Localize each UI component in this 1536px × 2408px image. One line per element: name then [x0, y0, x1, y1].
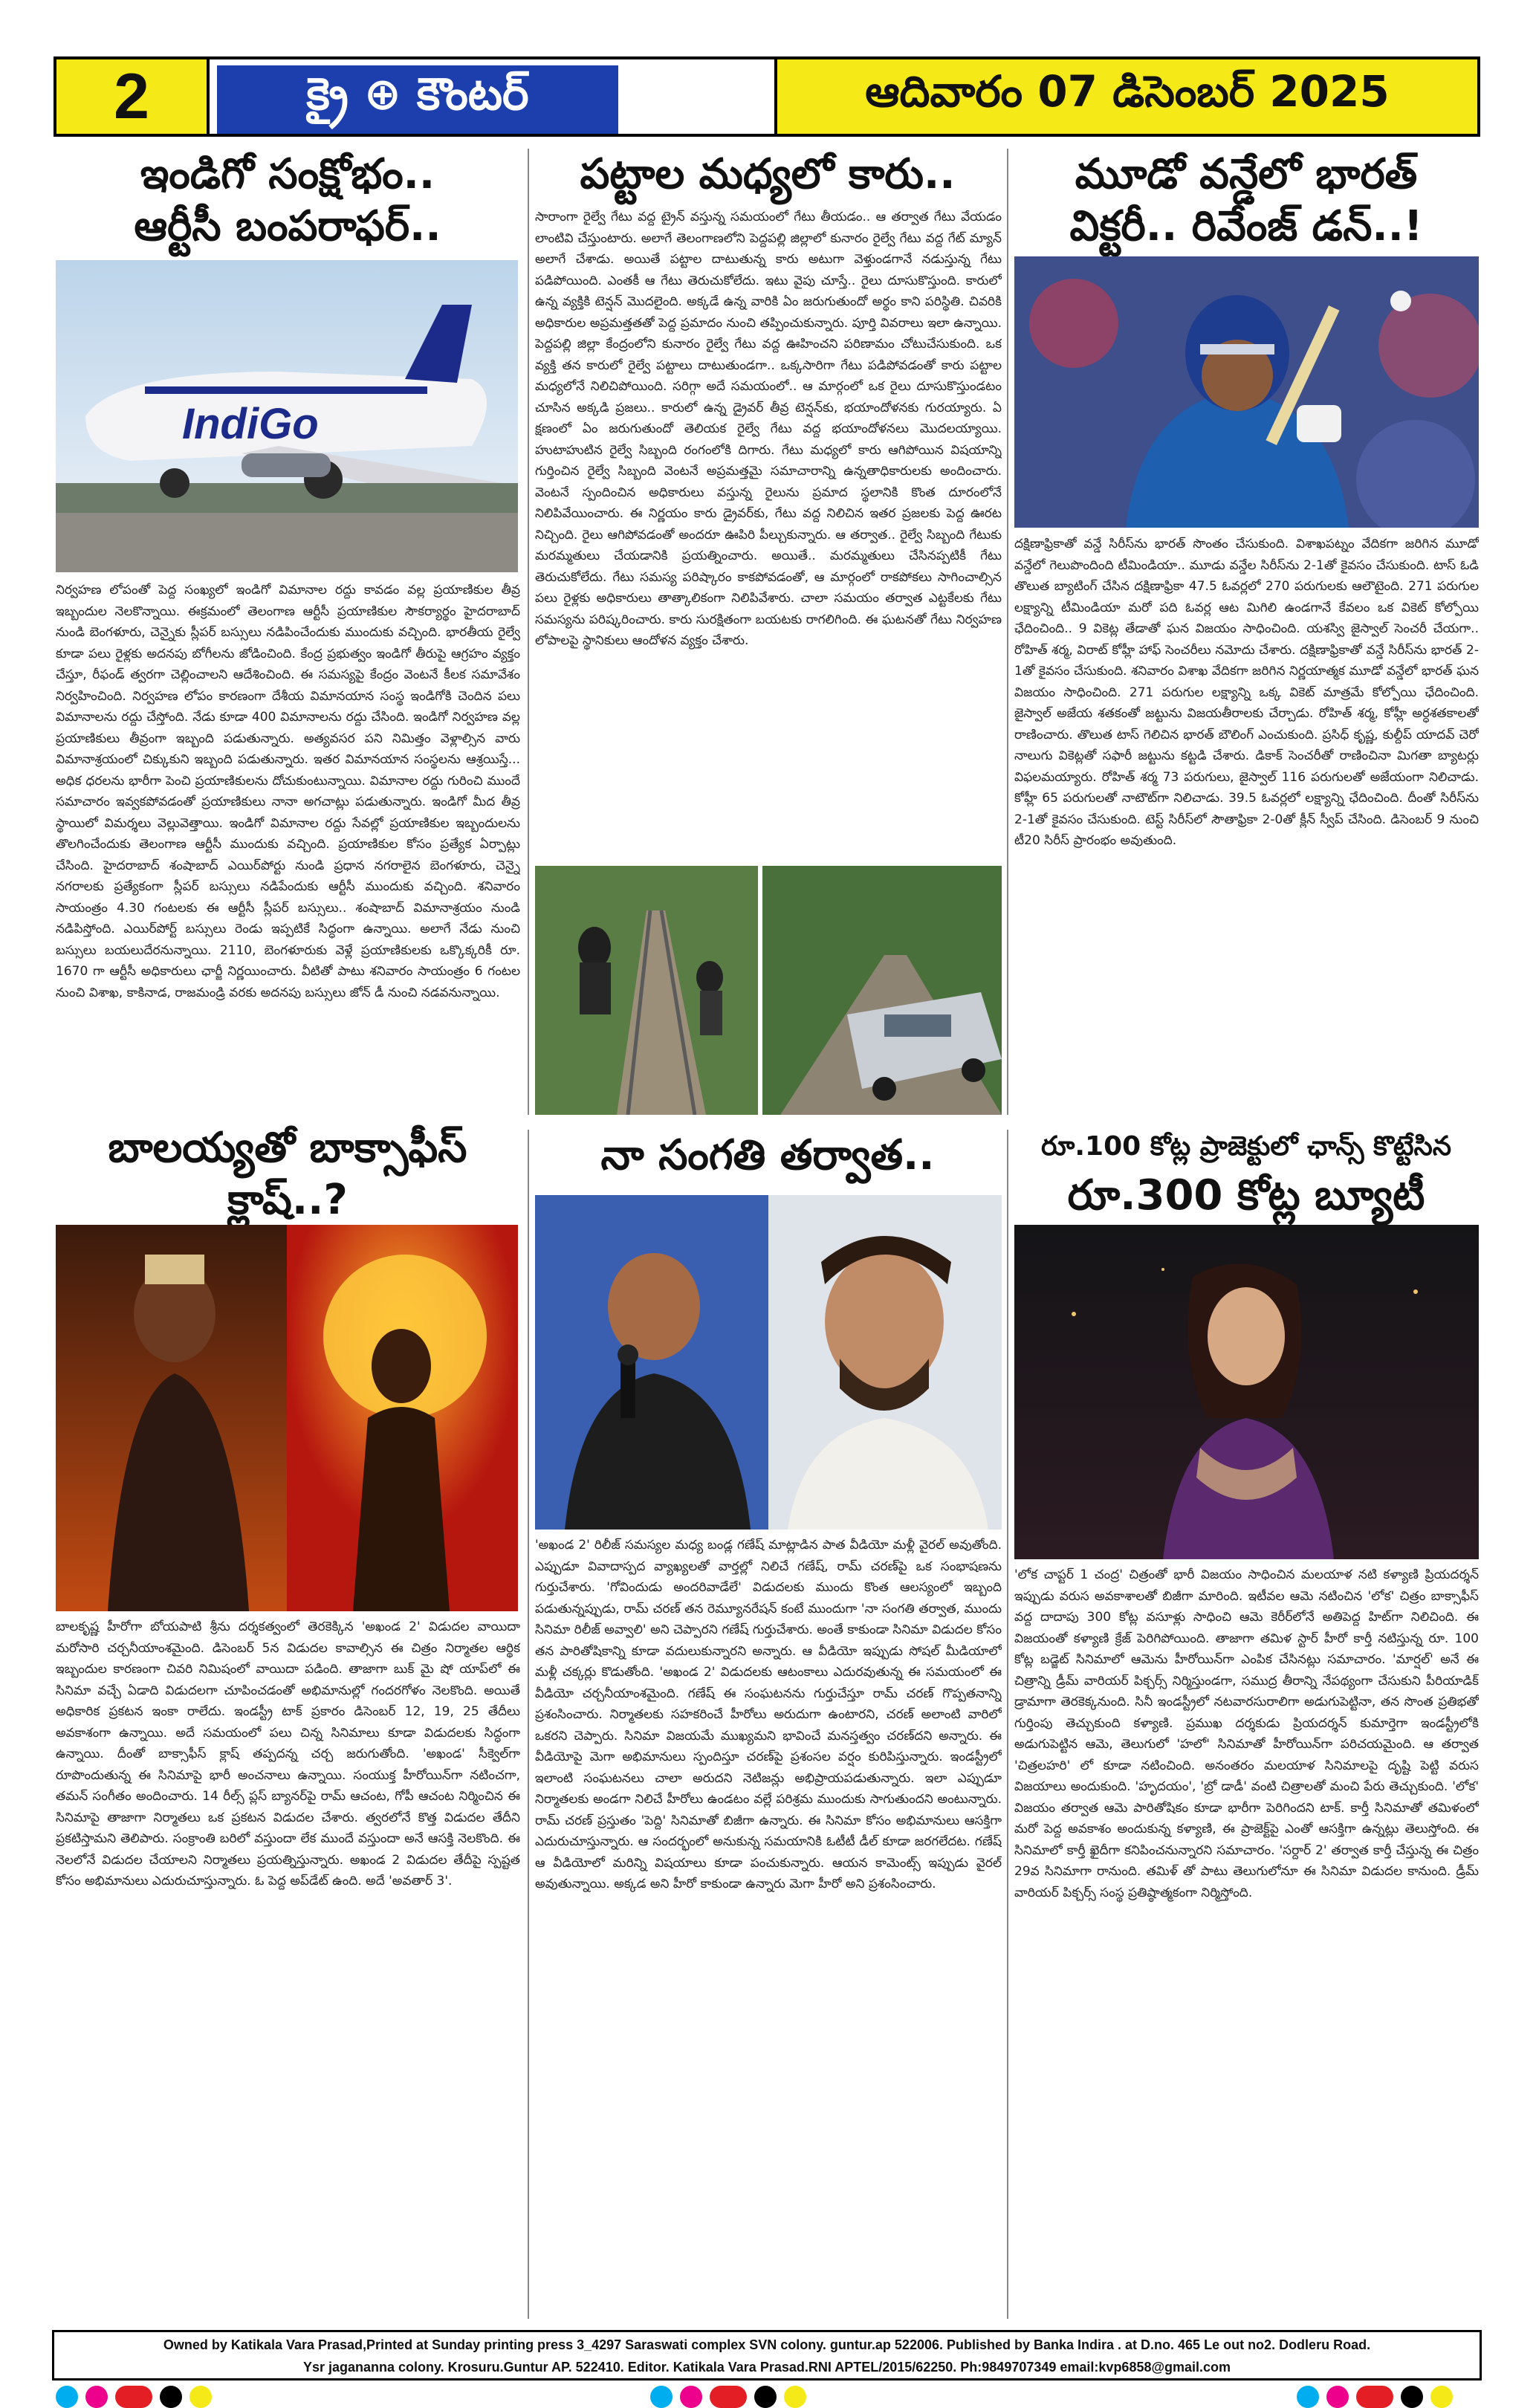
balayya-headline-1: బాలయ్యతో బాక్సాఫీస్	[108, 1124, 467, 1172]
reg-red	[1356, 2386, 1393, 2408]
indigo-headline-2: ఆర్టీసీ బంపరాఫర్..	[134, 202, 441, 250]
balayya-movie-photo	[56, 1225, 518, 1611]
balayya-body	[56, 1616, 520, 2315]
imprint-footer	[52, 2330, 1482, 2381]
registration-marks-center	[650, 2386, 806, 2408]
reg-yellow	[189, 2386, 212, 2408]
registration-marks-left	[56, 2386, 212, 2408]
balayya-article	[54, 1122, 522, 1226]
reg-red	[710, 2386, 747, 2408]
indigo-body	[56, 580, 520, 1100]
page-number: 2	[54, 56, 210, 137]
reg-cyan	[1297, 2386, 1319, 2408]
masthead	[210, 56, 774, 137]
reg-black	[754, 2386, 777, 2408]
cricket-headline-2: విక్టరీ.. రివేంజ్ డన్..!	[1069, 202, 1423, 250]
car-on-tracks-photo	[535, 866, 1002, 1115]
registration-marks-right	[1297, 2386, 1453, 2408]
sangathi-article	[534, 1130, 1002, 1182]
indigo-body-text: నిర్వహణ లోపంతో పెద్ద సంఖ్యలో ఇండిగో విమానాల రద్దు కావడం వల్ల ప్రయాణికుల తీవ్ర ఇబ్బందుల నెలకొన్నాయి. ఈక్రమంలో తెలంగాణ ఆర్టీసీ ప్రయాణికుల సౌకర్యార్థం హైదరాబాద్ నుండి బెంగళూరు, చెన్నైకు స్లీపర్ బస్సులు నడిపించేందుకు ముందుకు వచ్చింది. భారతీయ రైల్వే కూడా పలు రైళ్లకు అదనపు బోగీలను జోడించింది. కేంద్ర ప్రభుత్వం ఇండిగో తీరుపై ఆగ్రహం వ్యక్తం చేస్తూ, రీఫండ్ త్వరగా చెల్లించాలని ఆదేశించింది. ఈ సమస్యపై కేంద్రం వెంటనే కీలక సమావేశం నిర్వహించింది. నిర్వహణ లోపం కారణంగా దేశీయ విమానయాన సంస్థ ఇండిగోకి చెందిన పలు విమానాలను రద్దు చేస్తోంది. నేడు కూడా 400 విమానాలను రద్దు చేసింది. ఇండిగో నిర్వహణ వల్ల ప్రయాణికులు తీవ్రంగా ఇబ్బంది పడుతున్నారు. అత్యవసర పని నిమిత్తం వెళ్లాల్సిన వారు విమానాశ్రయంలో చిక్కుకుని ఇబ్బంది పడుతున్నారు. ఇతర విమానయాన సంస్థలను ఆశ్రయిస్తే... అధిక ధరలను భారీగా పెంచి ప్రయాణికులను దోచుకుంటున్నాయి. విమానాల రద్దు గురించి ముందే సమాచారం ఇవ్వకపోవడంతో ప్రయాణికులు నానా అగచాట్లు పడుతున్నారు. ఇండిగో మీద తీవ్ర స్థాయిలో విమర్శలు వెల్లువెత్తాయి. ఇండిగో విమానాల రద్దు సేవల్లో ప్రయాణికుల ఇబ్బందులను తొలగించేందుకు తెలంగాణ ఆర్టీసీ ముందుకు వచ్చింది. ప్రయాణికుల కోసం ప్రత్యేక ఏర్పాట్లు చేసింది. హైదరాబాద్ శంషాబాద్ ఎయిర్‌పోర్టు నుండి ప్రధాన నగరాలైన బెంగళూరు, చెన్నై నగరాలకు ప్రత్యేకంగా స్లీపర్ బస్సులు నడిపేందుకు ఆర్టీసీ ముందుకు వచ్చింది. శనివారం సాయంత్రం 4.30 గంటలకు ఈ ఆర్టీసీ స్లీపర్ బస్సులు.. శంషాబాద్ విమానాశ్రయం నుండి నడిపిస్తోంది. ఎయిర్‌పోర్ట్ బస్సులు రెండు ఇప్పటికే సిద్ధంగా ఉన్నాయి. అలాగే నేడు నుంచి బస్సులు బయలుదేరనున్నాయి. 2110, బెంగళూరుకు వెళ్లే ప్రయాణికులకు ఒక్కొక్కరికీ రూ. 1670 గా ఆర్టీసీ అధికారులు ఛార్జీ నిర్ణయించారు. వీటితో పాటు శనివారం సాయంత్రం 6 గంటల నుంచి విశాఖ, కాకినాడ, రాజమండ్రి వరకు అదనపు బస్సులు జోన్ డీ నుంచి నడవనున్నాయి.	[56, 583, 520, 1000]
reg-black	[160, 2386, 182, 2408]
column-divider	[528, 1130, 529, 2319]
sangathi-photo	[535, 1195, 1002, 1530]
indigo-headline-1: ఇండిగో సంక్షోభం..	[140, 150, 435, 198]
reg-magenta	[1326, 2386, 1349, 2408]
cricket-player-photo	[1014, 256, 1479, 528]
indigo-logo-text: IndiGo	[182, 400, 319, 448]
kalyani-article	[1012, 1126, 1480, 1224]
reg-yellow	[784, 2386, 806, 2408]
car-body	[535, 207, 1002, 861]
cricket-body-text: దక్షిణాఫ్రికాతో వన్డే సిరీస్‌ను భారత్ సొంతం చేసుకుంది. విశాఖపట్నం వేదికగా జరిగిన మూడో వన్డేలో గెలుపొందింది టీమిండియా.. మూడు వన్డేల సిరీస్‌ను 2-1తో కైవసం చేసుకుంది. టాస్ ఓడి తొలుత బ్యాటింగ్ చేసిన దక్షిణాఫ్రికా 47.5 ఓవర్లలో 270 పరుగులకు ఆలౌటైంది. 271 పరుగుల లక్ష్యాన్ని టీమిండియా మరో పది ఓవర్ల ఆట మిగిలి ఉండగానే కేవలం ఒక వికెట్ కోల్పోయి ఛేదించింది.. 9 వికెట్ల తేడాతో ఘన విజయం సాధించింది. యశస్వి జైస్వాల్ సెంచరీ చేయగా.. రోహిత్ శర్మ, విరాట్ కోహ్లీ హాఫ్ సెంచరీలు నమోదు చేశారు. దక్షిణాఫ్రికాతో వన్డే సిరీస్‌ను భారత్ 2-1తో కైవసం చేసుకుంది. శనివారం విశాఖ వేదికగా జరిగిన నిర్ణయాత్మక మూడో వన్డేలో భారత్ ఘన విజయం సాధించింది. 271 పరుగుల లక్ష్యాన్ని ఒక్క వికెట్ మాత్రమే కోల్పోయి ఛేదించింది. జైస్వాల్ అజేయ శతకంతో జట్టును విజయతీరాలకు చేర్చాడు. రోహిత్ శర్మ, కోహ్లీ అర్ధశతకాలతో రాణించారు. తొలుత టాస్ గెలిచిన భారత్ బౌలింగ్ ఎంచుకుంది. ప్రసిధ్ కృష్ణ, కుల్దీప్ యాదవ్ చెరో నాలుగు వికెట్లతో సఫారీ జట్టును కట్టడి చేశారు. డికాక్ సెంచరీతో రాణించినా మిగతా బ్యాటర్లు విఫలమయ్యారు. రోహిత్ శర్మ 73 పరుగులు, జైస్వాల్ 116 పరుగులతో అజేయంగా నిలిచాడు. కోహ్లీ 65 పరుగులతో నాటౌట్‌గా నిలిచాడు. 39.5 ఓవర్లలో లక్ష్యాన్ని ఛేదించింది. దీంతో సిరీస్‌ను 2-1తో కైవసం చేసుకుంది. టెస్ట్ సిరీస్‌లో సౌతాఫ్రికా 2-0తో క్లీన్ స్వీప్ చేసింది. డిసెంబర్ 9 నుంచి టీ20 సిరీస్ ప్రారంభం అవుతుంది.	[1014, 537, 1479, 848]
cricket-article	[1012, 149, 1480, 253]
column-divider	[1007, 149, 1008, 1115]
cricket-headline-1: మూడో వన్డేలో భారత్	[1075, 150, 1418, 198]
imprint-line-1: Owned by Katikala Vara Prasad,Printed at Sunday printing press 3_4297 Saraswati complex SVN colony. guntur.ap 522006. Published by Banka Indira . at D.no. 465 Le out no2. Dodleru Road.	[163, 2337, 1371, 2352]
kalyani-body-text: 'లోక చాప్టర్ 1 చంద్ర' చిత్రంతో భారీ విజయం సాధించిన మలయాళ నటి కళ్యాణి ప్రియదర్శన్ ఇప్పుడు వరుస అవకాశాలతో బిజీగా మారింది. ఇటీవల ఆమె నటించిన 'లోక' చిత్రం బాక్సాఫీస్ వద్ద దాదాపు 300 కోట్ల వసూళ్లు సాధించి ఆమె కెరీర్‌లోనే అతిపెద్ద హిట్‌గా నిలిచింది. ఈ విజయంతో కళ్యాణి క్రేజ్ పెరిగిపోయింది. తాజాగా తమిళ స్టార్ హీరో కార్తీ నటిస్తున్న రూ. 100 కోట్ల బడ్జెట్ సినిమాలో ఆమెను హీరోయిన్‌గా ఎంపిక చేసినట్లు సమాచారం. 'మార్షల్' అనే ఈ చిత్రాన్ని డ్రీమ్ వారియర్ పిక్చర్స్ నిర్మిస్తుండగా, సముద్ర తీరాన్ని నేపథ్యంగా చేసుకుని పీరియాడిక్ డ్రామాగా తెరకెక్కనుంది. సినీ ఇండస్ట్రీలో నటవారసురాలిగా అడుగుపెట్టినా, తన సొంత ప్రతిభతో గుర్తింపు తెచ్చుకుంది కళ్యాణి. ప్రముఖ దర్శకుడు ప్రియదర్శన్ కుమార్తెగా ఇండస్ట్రీలోకి అడుగుపెట్టిన ఆమె, తెలుగులో 'హలో' సినిమాతో హీరోయిన్‌గా పరిచయమైంది. ఆ తర్వాత 'చిత్రలహరి' లో కూడా నటించింది. అనంతరం మలయాళ సినిమాలపై దృష్టి పెట్టి వరుస విజయాలు అందుకుంది. 'హృదయం', 'బ్రో డాడీ' వంటి చిత్రాలతో మంచి పేరు తెచ్చుకుంది. 'లోక' విజయం తర్వాత ఆమె పారితోషికం కూడా భారీగా పెరిగిందని టాక్. కార్తీ సినిమాతో తమిళంలో మరో పెద్ద అవకాశం అందుకున్న కళ్యాణి, ఈ ప్రాజెక్ట్‌పై ఎంతో ఆసక్తిగా ఉన్నట్లు తెలుస్తోంది. ఈ సినిమాలో కార్తీ ఖైదీగా కనిపించనున్నారని సమాచారం. 'సర్దార్ 2' తర్వాత కార్తీ చేస్తున్న ఈ చిత్రం 29వ సినిమాగా రానుంది. తమిళ్ తో పాటు తెలుగులోనూ ఈ సినిమా విడుదల కానుంది. డ్రీమ్ వారియర్ పిక్చర్స్ సంస్థ ప్రతిష్ఠాత్మకంగా నిర్మిస్తోంది.	[1014, 1567, 1479, 1900]
reg-magenta	[680, 2386, 702, 2408]
car-body-text: సారాంగా రైల్వే గేటు వద్ద ట్రైన్ వస్తున్న సమయంలో గేటు తీయడం.. ఆ తర్వాత గేటు వేయడం లాంటివి చేస్తుంటారు. అలాగే తెలంగాణలోని పెద్దపల్లి జిల్లాలో కునారం రైల్వే గేటు వద్ద గేట్ మ్యాన్ అలాగే చేశాడు. అయితే పట్టాల దాటుతున్న కారు అటుగా వెళ్తుండగానే నడుస్తున్న గేటు పడిపోయింది. ఎంతకీ ఆ గేటు తెరుచుకోలేదు. ఇటు వైపు చూస్తే.. రైలు దూసుకొస్తుంది. కారులో ఉన్న వ్యక్తికి టెన్షన్ మొదలైంది. అక్కడే ఉన్న వారికి ఏం జరుగుతుందో అర్థం కాని పరిస్థితి. చివరికి అధికారుల అప్రమత్తతతో పెద్ద ప్రమాదం నుంచి తప్పించుకున్నారు. పూర్తి వివరాలు ఇలా ఉన్నాయి. పెద్దపల్లి జిల్లా కేంద్రంలోని కునారం రైల్వే గేటు వద్ద ఊహించని పరిణామం చోటుచేసుకుంది. ఒక వ్యక్తి తన కారులో రైల్వే పట్టాలు దాటుతుండగా.. ఒక్కసారిగా గేటు పడిపోవడంతో కారు పట్టాల మధ్యలోనే నిలిచిపోయింది. సరిగ్గా అదే సమయంలో.. ఆ మార్గంలో ఒక రైలు దూసుకొస్తుండటం చూసిన అక్కడి ప్రజలు.. కారులో ఉన్న డ్రైవర్ తీవ్ర టెన్షన్‌కు, భయాందోళనకు గురయ్యారు. ఏ క్షణంలో ఏం జరుగుతుందో తెలియక రైల్వే గేటు వద్ద భయాందోళనలు మొదలయ్యాయి. హుటాహుటిన రైల్వే సిబ్బంది రంగంలోకి దిగారు. గేటు మధ్యలో కారు ఆగిపోయిన విషయాన్ని గుర్తించిన రైల్వే సిబ్బంది వెంటనే అప్రమత్తమై సమాచారాన్ని ఉన్నతాధికారులకు అందించారు. వెంటనే స్పందించిన అధికారులు వస్తున్న రైలును ప్రమాద స్థలానికి కొంత దూరంలోనే నిలిపివేయించారు. ఈ నిర్ణయం కారు డ్రైవర్‌కు, గేటు వద్ద నిలిచిన ఇతర ప్రజలకు పెద్ద ఊరట నిచ్చింది. రైలు ఆగిపోవడంతో అందరూ ఊపిరి పీల్చుకున్నారు. ఆ తర్వాత.. రైల్వే సిబ్బంది గేటుకు మరమ్మతులు చేయడానికి ప్రయత్నించారు. అయితే.. మరమ్మతులు చేసినప్పటికీ గేటు తెరుచుకోలేదు. గేటు సమస్య పరిష్కారం కాకపోవడంతో, ఆ మార్గంలో రాకపోకలు సాగించాల్సిన పలు రైళ్లకు అధికారులు తాత్కాలికంగా నిలిపివేశారు. చాలా సమయం తర్వాత ఎట్టకేలకు గేటు సమస్యను పరిష్కరించారు. కారు సురక్షితంగా బయటకు రాగలిగింది. ఈ ఘటనతో గేటు నిర్వహణ లోపాలపై స్థానికులు ఆందోళన వ్యక్తం చేశారు.	[535, 210, 1002, 648]
reg-magenta	[85, 2386, 108, 2408]
balayya-body-text: బాలకృష్ణ హీరోగా బోయపాటి శ్రీను దర్శకత్వంలో తెరకెక్కిన 'అఖండ 2' విడుదల వాయిదా మరోసారి చర్చనీయాంశమైంది. డిసెంబర్ 5న విడుదల కావాల్సిన ఈ చిత్రం నిర్మాతల ఆర్థిక ఇబ్బందుల కారణంగా చివరి నిమిషంలో వాయిదా పడింది. తాజాగా బుక్ మై షో యాప్‌లో ఈ సినిమా వచ్చే ఏడాది విడుదలగా చూపించడంతో అభిమానుల్లో గందరగోళం నెలకొంది. అయితే అధికారిక ప్రకటన ఇంకా రాలేదు. ఇండస్ట్రీ టాక్ ప్రకారం డిసెంబర్ 12, 19, 25 తేదీలు అవకాశంగా ఉన్నాయి. అదే సమయంలో పలు చిన్న సినిమాలు కూడా విడుదలకు సిద్ధంగా ఉన్నాయి. దీంతో బాక్సాఫీస్ క్లాష్ తప్పదన్న చర్చ జరుగుతోంది. 'అఖండ' సీక్వెల్‌గా రూపొందుతున్న ఈ సినిమాపై భారీ అంచనాలు ఉన్నాయి. సంయుక్త హీరోయిన్‌గా నటించగా, తమన్ సంగీతం అందించారు. 14 రీల్స్ ప్లస్ బ్యానర్‌పై రామ్ ఆచంట, గోపీ ఆచంట నిర్మించిన ఈ సినిమాపై తాజాగా నిర్మాతలు ఒక ప్రకటన విడుదల చేశారు. త్వరలోనే కొత్త విడుదల తేదీని ప్రకటిస్తామని తెలిపారు. సంక్రాంతి బరిలో వస్తుందా లేక ముందే వస్తుందా అనే ఆసక్తి నెలకొంది. ఈ నెలలోనే విడుదల చేయాలని నిర్మాతలు ప్రయత్నిస్తున్నారు. అఖండ 2 విడుదల తేదీపై స్పష్టత కోసం అభిమానులు ఎదురుచూస్తున్నారు. ఓ పెద్ద అప్‌డేట్ ఉంది. అదే 'అవతార్ 3'.	[56, 1619, 520, 1888]
masthead-logo: క్రై ⊕ కౌంటర్	[217, 65, 618, 134]
reg-cyan	[650, 2386, 673, 2408]
column-divider	[528, 149, 529, 1115]
car-article	[534, 149, 1002, 201]
car-headline: పట్టాల మధ్యలో కారు..	[580, 150, 956, 198]
kalyani-headline-1: రూ.100 కోట్ల ప్రాజెక్టులో ఛాన్స్ కొట్టేసిన	[1040, 1131, 1452, 1162]
sangathi-body	[535, 1535, 1002, 2315]
indigo-article	[54, 149, 522, 253]
balayya-headline-2: క్లాష్..?	[227, 1176, 348, 1224]
kalyani-headline-2: రూ.300 కోట్ల బ్యూటీ	[1067, 1171, 1425, 1220]
sangathi-headline: నా సంగతి తర్వాత..	[600, 1131, 935, 1179]
kalyani-photo	[1014, 1225, 1479, 1559]
reg-yellow	[1430, 2386, 1453, 2408]
sangathi-body-text: 'అఖండ 2' రిలీజ్ సమస్యల మధ్య బండ్ల గణేష్ మాట్లాడిన పాత వీడియో మళ్లీ వైరల్ అవుతోంది. ఎప్పుడూ వివాదాస్పద వ్యాఖ్యలతో వార్తల్లో నిలిచే గణేష్, రామ్ చరణ్‌పై ఒక సంభాషణను గుర్తుచేశారు. 'గోవిందుడు అందరివాడేలే' విడుదలకు ముందు కొంత ఆలస్యంలో ఇబ్బంది పడుతున్నప్పుడు, రామ్ చరణ్ తన రెమ్యూనరేషన్ కంటే ముందుగా 'నా సంగతి తర్వాత, ముందు సినిమా రిలీజ్ అవ్వాలి' అని చెప్పారని గణేష్ గుర్తుచేశారు. అంతే కాకుండా సినిమా విడుదల కోసం తన పారితోషికాన్ని కూడా వదులుకున్నారని అన్నారు. ఆ వీడియో ఇప్పుడు సోషల్ మీడియాలో మళ్లీ చక్కర్లు కొడుతోంది. 'అఖండ 2' విడుదలకు ఆటంకాలు ఎదురవుతున్న ఈ సమయంలో ఈ వీడియో చర్చనీయాంశమైంది. గణేష్ ఈ సంఘటనను గుర్తుచేస్తూ రామ్ చరణ్ గొప్పతనాన్ని ప్రశంసించారు. నిర్మాతలకు సహకరించే హీరోలు అరుదుగా ఉంటారని, చరణ్ అలాంటి వారిలో ఒకరని చెప్పారు. సినిమా విజయమే ముఖ్యమని భావించే మనస్తత్వం చరణ్‌దని అన్నారు. ఈ వీడియోపై మెగా అభిమానులు స్పందిస్తూ చరణ్‌పై ప్రశంసల వర్షం కురిపిస్తున్నారు. ఇండస్ట్రీలో ఇలాంటి సంఘటనలు చాలా అరుదని నెటిజన్లు అభిప్రాయపడుతున్నారు. ఇలా ఎప్పుడూ నిర్మాతలకు అండగా నిలిచే హీరోలు ఉండటం వల్లే పరిశ్రమ ముందుకు సాగుతుందని అంటున్నారు. రామ్ చరణ్ ప్రస్తుతం 'పెద్ది' సినిమాతో బిజీగా ఉన్నారు. ఈ సినిమా కోసం అభిమానులు ఆసక్తిగా ఎదురుచూస్తున్నారు. ఆ సందర్భంలో అనుకున్న సమయానికి ఓటీటీ డీల్ కూడా జరగలేదట. గణేష్ ఆ వీడియోలో మరిన్ని విషయాలు కూడా పంచుకున్నారు. ఆయన కామెంట్స్ ఇప్పుడు వైరల్ అవుతున్నాయి. అక్కడ అని హీరో కాకుండా ఉన్నారు మెగా హీరో అని ప్రశంసించారు.	[535, 1538, 1002, 1891]
column-divider	[1007, 1130, 1008, 2319]
reg-cyan	[56, 2386, 78, 2408]
reg-red	[115, 2386, 152, 2408]
indigo-plane-photo	[56, 260, 518, 572]
reg-black	[1401, 2386, 1423, 2408]
cricket-body	[1014, 534, 1479, 1106]
imprint-line-2: Ysr jagananna colony. Krosuru.Guntur AP. 522410. Editor. Katikala Vara Prasad.RNI APTEL/2015/62250. Ph:9849707349 email:kvp6858@gmail.com	[302, 2360, 1231, 2375]
issue-date: ఆదివారం 07 డిసెంబర్ 2025	[774, 56, 1480, 137]
kalyani-body	[1014, 1564, 1479, 2315]
